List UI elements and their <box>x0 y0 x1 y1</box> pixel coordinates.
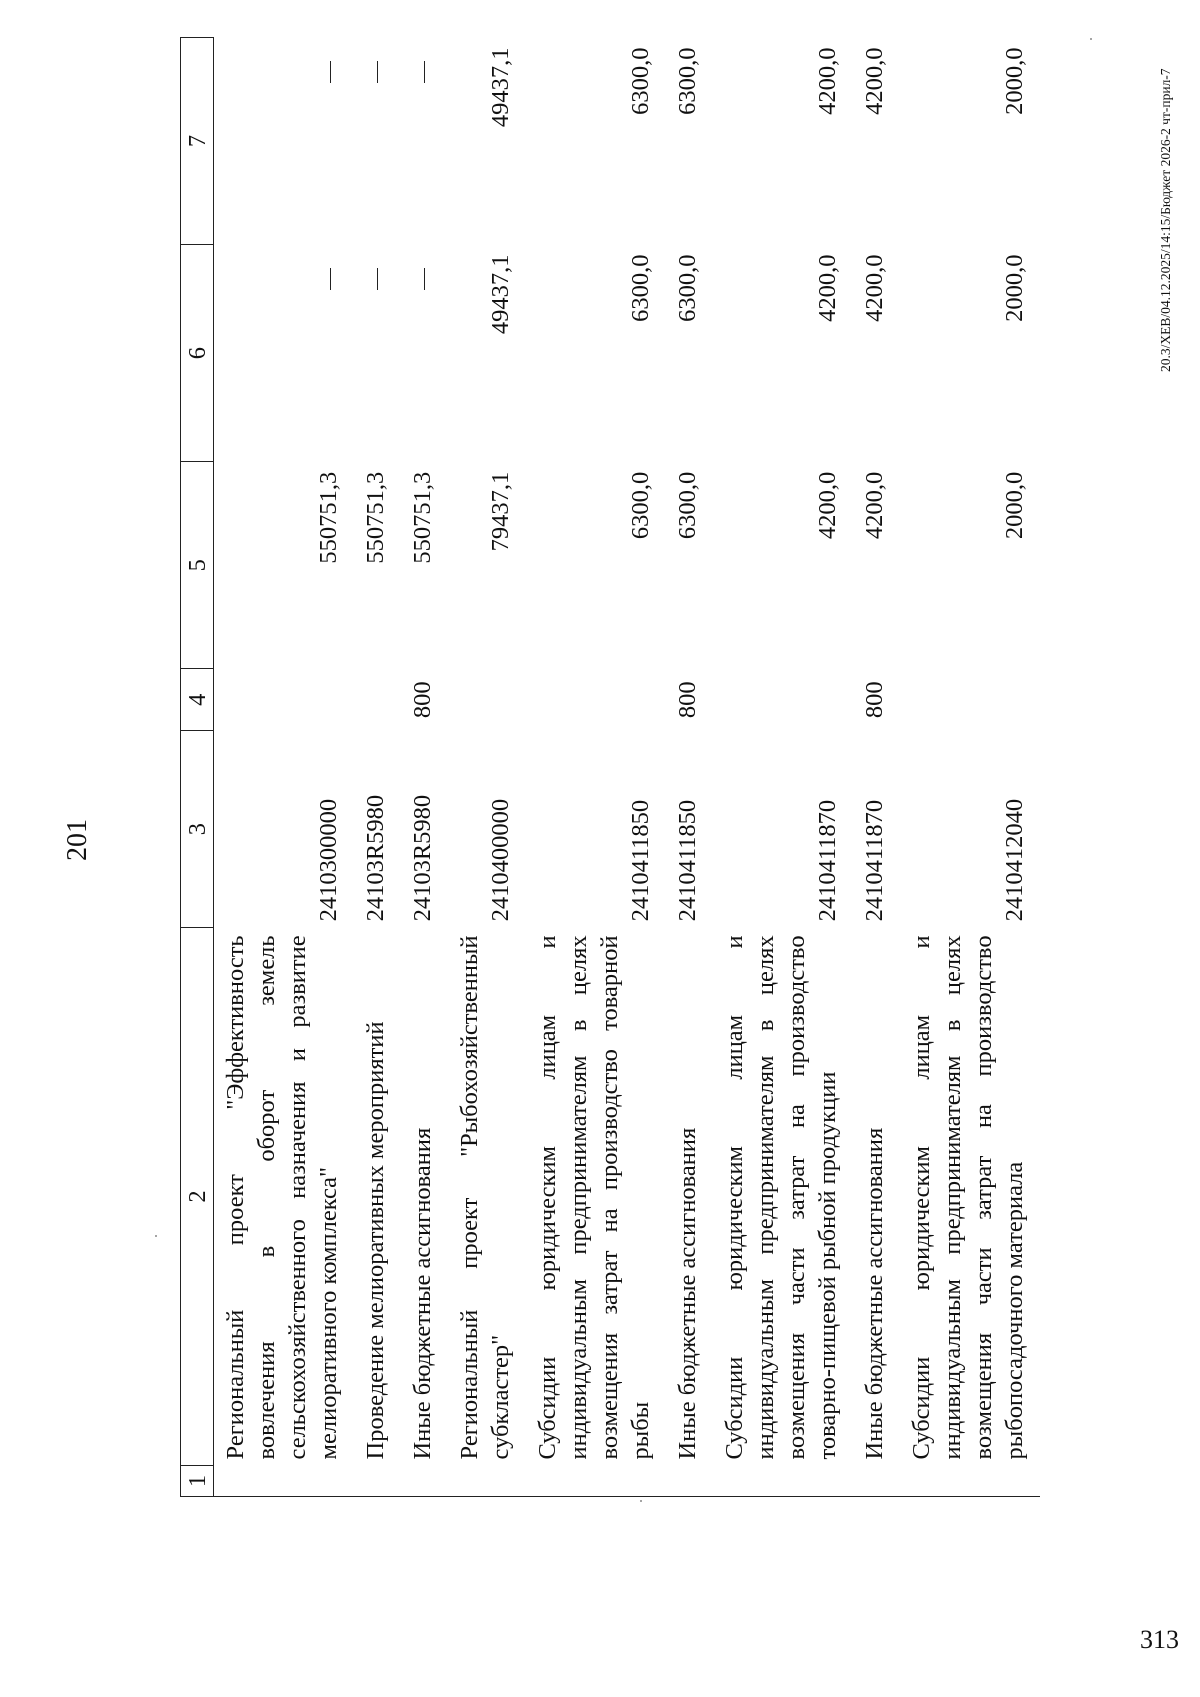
scan-speck <box>640 1500 642 1502</box>
amount-2027-cell: 4200,0 <box>861 254 888 322</box>
amount-2027-cell <box>401 245 448 462</box>
row-number-cell <box>354 1465 401 1496</box>
column-header-7: 7 <box>181 38 214 245</box>
empty-value-dash <box>377 62 378 84</box>
amount-2028-cell: 4200,0 <box>861 47 888 115</box>
row-number-cell <box>448 1465 526 1496</box>
target-code-cell: 2410411870 <box>814 799 841 922</box>
row-number-cell <box>713 1465 853 1496</box>
column-header-3: 3 <box>181 731 214 928</box>
column-header-2: 2 <box>181 927 214 1465</box>
expense-type-cell: 800 <box>409 681 436 719</box>
amount-2027-cell <box>354 245 401 462</box>
row-number-cell <box>900 1465 1040 1496</box>
column-header-5: 5 <box>181 462 214 669</box>
expense-type-cell <box>900 669 1040 731</box>
table-header-row <box>181 38 214 1497</box>
row-name-cell: Проведение мелиоративных мероприятий <box>362 1021 389 1460</box>
amount-2026-cell: 79437,1 <box>487 471 514 552</box>
table-row <box>853 38 900 1497</box>
amount-2027-cell: 49437,1 <box>487 254 514 335</box>
row-number-cell <box>853 1465 900 1496</box>
amount-2028-cell: 6300,0 <box>674 47 701 115</box>
document-footer-code: 20.3/ХЕВ/04.12.2025/14:15/Бюджет 2026-2 чт-прил-7 <box>1158 68 1173 372</box>
row-number-cell <box>401 1465 448 1496</box>
amount-2027-cell: 4200,0 <box>814 254 841 322</box>
budget-table <box>180 37 1040 1497</box>
amount-2027-cell: 6300,0 <box>627 254 654 322</box>
row-number-cell <box>666 1465 713 1496</box>
row-name-cell: Иные бюджетные ассигнования <box>674 1127 701 1460</box>
table-row <box>354 38 401 1497</box>
empty-value-dash <box>330 62 331 84</box>
amount-2026-cell: 550751,3 <box>409 471 436 564</box>
scan-speck <box>155 1235 157 1237</box>
target-code-cell: 24103R5980 <box>362 794 389 922</box>
row-name-cell: Иные бюджетные ассигнования <box>409 1127 436 1460</box>
amount-2028-cell: 2000,0 <box>1001 47 1028 115</box>
amount-2026-cell: 4200,0 <box>861 471 888 540</box>
row-name-cell: Субсидии юридическим лицам и индивидуальным предпринимателям в целях возмещения части затрат на производство товарно-пищевой рыбной продукции <box>721 935 841 1460</box>
column-header-6: 6 <box>181 245 214 462</box>
table-row <box>526 38 666 1497</box>
column-header-4: 4 <box>181 669 214 731</box>
amount-2027-cell: 2000,0 <box>1001 254 1028 322</box>
amount-2026-cell: 6300,0 <box>674 471 701 540</box>
target-code-cell: 24103R5980 <box>409 794 436 922</box>
table-row <box>401 38 448 1497</box>
amount-2026-cell: 2000,0 <box>1001 471 1028 540</box>
row-name-cell: Региональный проект "Рыбохозяйственный субкластер" <box>456 935 514 1460</box>
amount-2028-cell: 6300,0 <box>627 47 654 115</box>
expense-type-cell <box>526 669 666 731</box>
table-row <box>713 38 853 1497</box>
table-row <box>900 38 1040 1497</box>
row-number-cell <box>526 1465 666 1496</box>
row-name-cell: Иные бюджетные ассигнования <box>861 1127 888 1460</box>
amount-2026-cell: 6300,0 <box>627 471 654 540</box>
table-row <box>448 38 526 1497</box>
expense-type-cell <box>448 669 526 731</box>
amount-2027-cell <box>214 245 355 462</box>
expense-type-cell <box>713 669 853 731</box>
expense-type-cell <box>214 669 355 731</box>
table-row <box>666 38 713 1497</box>
table-row <box>214 38 355 1497</box>
target-code-cell: 2410411870 <box>861 799 888 922</box>
empty-value-dash <box>330 269 331 291</box>
amount-2027-cell: 6300,0 <box>674 254 701 322</box>
amount-2028-cell <box>401 38 448 245</box>
scan-speck <box>1090 38 1092 40</box>
row-name-cell: Региональный проект "Эффективность вовлечения в оборот земель сельскохозяйственного назначения и развитие мелиоративного комплекса" <box>222 935 342 1460</box>
empty-value-dash <box>424 62 425 84</box>
target-code-cell: 2410400000 <box>487 798 514 922</box>
target-code-cell: 2410411850 <box>674 799 701 922</box>
amount-2028-cell: 4200,0 <box>814 47 841 115</box>
amount-2028-cell <box>214 38 355 245</box>
page-number: 201 <box>62 819 93 861</box>
row-number-cell <box>214 1465 355 1496</box>
amount-2028-cell: 49437,1 <box>487 47 514 128</box>
amount-2026-cell: 550751,3 <box>315 471 342 564</box>
expense-type-cell <box>354 669 401 731</box>
target-code-cell: 2410412040 <box>1001 798 1028 922</box>
empty-value-dash <box>377 269 378 291</box>
empty-value-dash <box>424 269 425 291</box>
expense-type-cell: 800 <box>674 681 701 719</box>
target-code-cell: 2410300000 <box>315 798 342 922</box>
amount-2028-cell <box>354 38 401 245</box>
target-code-cell: 2410411850 <box>627 799 654 922</box>
amount-2026-cell: 550751,3 <box>362 471 389 564</box>
expense-type-cell: 800 <box>861 681 888 719</box>
row-name-cell: Субсидии юридическим лицам и индивидуальным предпринимателям в целях возмещения части затрат на производство рыбопосадочного материала <box>908 935 1028 1460</box>
sheet-number: 313 <box>1140 1625 1179 1654</box>
row-name-cell: Субсидии юридическим лицам и индивидуальным предпринимателям в целях возмещения затрат на производство товарной рыбы <box>534 935 654 1460</box>
column-header-1: 1 <box>181 1465 214 1496</box>
amount-2026-cell: 4200,0 <box>814 471 841 540</box>
